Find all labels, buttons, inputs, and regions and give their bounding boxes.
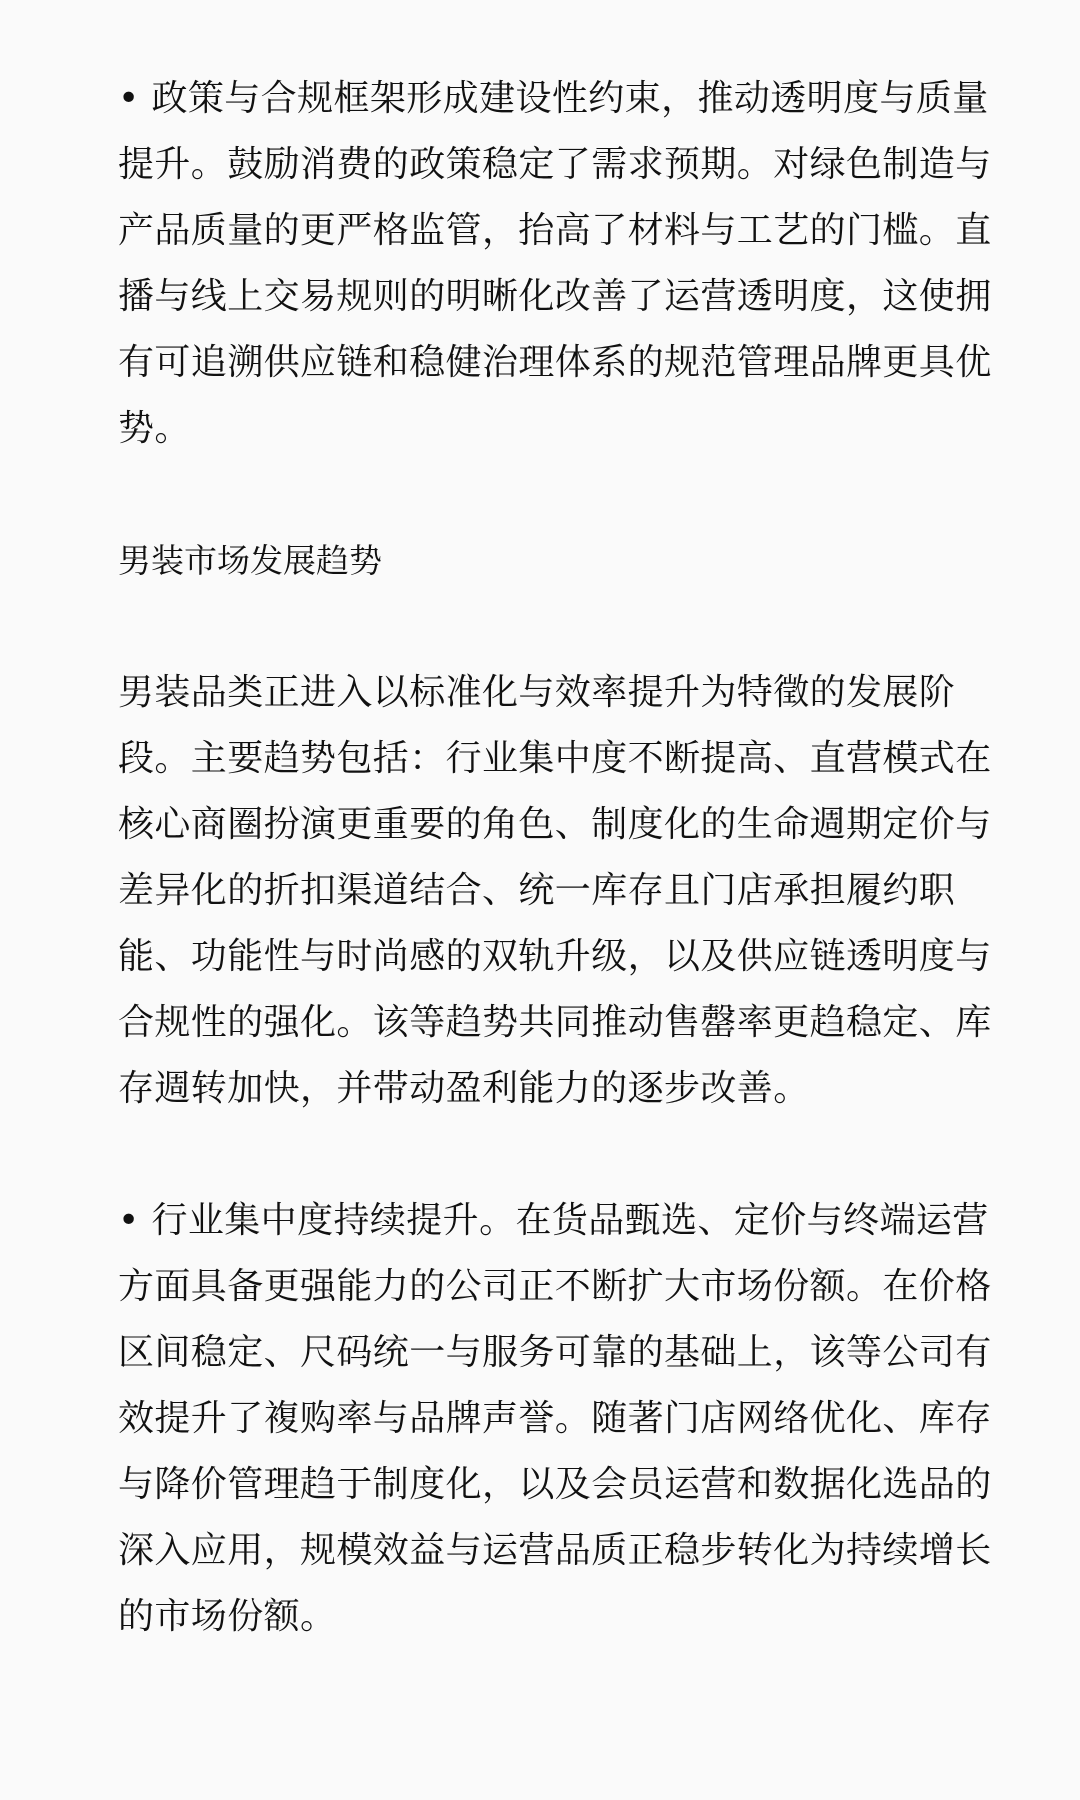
- concentration-paragraph: • 行业集中度持续提升。在货品甄选、定价与终端运营方面具备更强能力的公司正不断扩大市场份额。在价格区间稳定、尺码统一与服务可靠的基础上，该等公司有效提升了複购率与品牌声誉。随著门店网络优化、库存与降价管理趋于制度化，以及会员运营和数据化选品的深入应用，规模效益与运营品质正稳步转化为持续增长的市场份额。: [118, 1200, 992, 1637]
- spacer: [118, 462, 1020, 528]
- trends-paragraph: 男装品类正进入以标准化与效率提升为特徵的发展阶段。主要趋势包括：行业集中度不断提高、直营模式在核心商圈扮演更重要的角色、制度化的生命週期定价与差异化的折扣渠道结合、统一库存且门店承担履约职能、功能性与时尚感的双轨升级，以及供应链透明度与合规性的强化。该等趋势共同推动售罄率更趋稳定、库存週转加快，并带动盈利能力的逐步改善。: [118, 672, 992, 1109]
- spacer: [118, 1122, 1020, 1188]
- spacer: [118, 594, 1020, 660]
- policy-paragraph: • 政策与合规框架形成建设性约束，推动透明度与质量提升。鼓励消费的政策稳定了需求预期。对绿色制造与产品质量的更严格监管，抬高了材料与工艺的门槛。直播与线上交易规则的明晰化改善了运营透明度，这使拥有可追溯供应链和稳健治理体系的规范管理品牌更具优势。: [118, 78, 992, 449]
- section-heading: 男装市场发展趋势: [118, 541, 382, 580]
